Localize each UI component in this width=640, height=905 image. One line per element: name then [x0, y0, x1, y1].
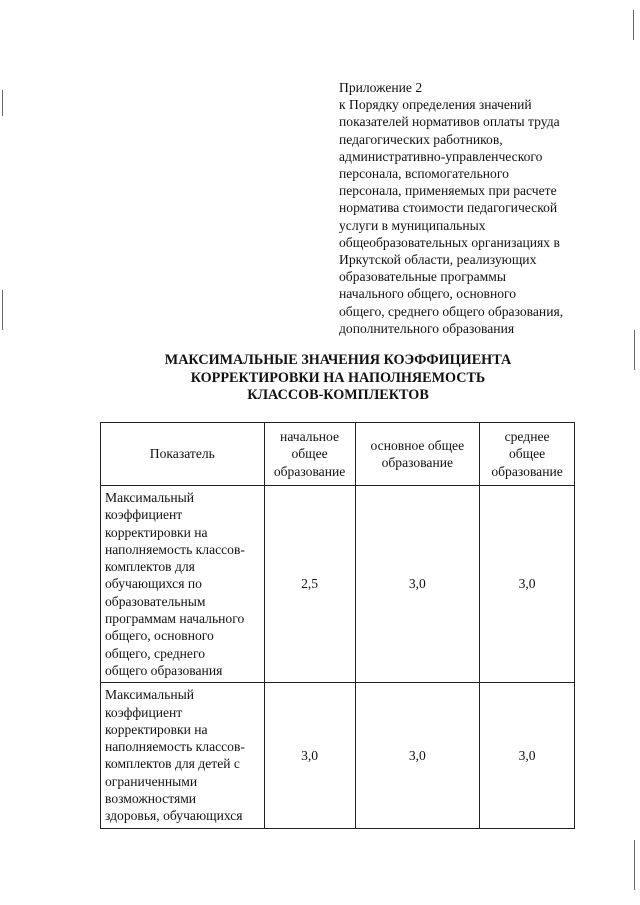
- header-indicator: Показатель: [101, 423, 265, 486]
- appendix-line: Иркутской области, реализующих: [339, 252, 537, 268]
- appendix-note: [339, 79, 629, 337]
- appendix-line: административно-управленческого: [339, 148, 543, 164]
- title-line: КОРРЕКТИРОВКИ НА НАПОЛНЯЕМОСТЬ: [190, 369, 486, 386]
- table-row: [101, 486, 575, 683]
- appendix-line: общего, среднего общего образования,: [339, 303, 564, 319]
- value-primary: 3,0: [264, 683, 355, 828]
- value-secondary: 3,0: [480, 683, 575, 828]
- appendix-line: педагогических работников,: [339, 131, 503, 147]
- title-line: МАКСИМАЛЬНЫЕ ЗНАЧЕНИЯ КОЭФФИЦИЕНТА: [164, 352, 512, 368]
- value-basic: 3,0: [355, 486, 480, 683]
- title-line: КЛАССОВ-КОМПЛЕКТОВ: [247, 387, 429, 403]
- value-basic: 3,0: [355, 683, 480, 828]
- appendix-line: показателей нормативов оплаты труда: [339, 114, 560, 130]
- table-row: [101, 683, 575, 828]
- indicator-cell: Максимальный коэффициент корректировки на наполняемость классов- комплектов для детей с ограниченными возможностями здоровья, обучающихся: [101, 683, 265, 828]
- document-title: [100, 352, 576, 405]
- appendix-line: норматива стоимости педагогической: [339, 200, 558, 216]
- appendix-line: дополнительного образования: [339, 320, 515, 336]
- appendix-line: Приложение 2: [339, 80, 423, 95]
- appendix-line: персонала, вспомогательного: [339, 166, 509, 182]
- appendix-line: начального общего, основного: [339, 286, 517, 302]
- header-secondary-education: среднее общее образование: [480, 423, 575, 486]
- scan-mark: [2, 90, 3, 116]
- scan-mark: [633, 10, 634, 40]
- appendix-line: услуги в муниципальных: [339, 217, 486, 233]
- scan-mark: [634, 840, 635, 890]
- scan-mark: [634, 330, 635, 370]
- coefficients-table: [100, 422, 575, 829]
- header-primary-education: начальное общее образование: [264, 423, 355, 486]
- value-secondary: 3,0: [480, 486, 575, 683]
- appendix-line: персонала, применяемых при расчете: [339, 183, 557, 199]
- indicator-cell: Максимальный коэффициент корректировки на наполняемость классов- комплектов для обучающихся по образовательным программам начального общего, основного общего, среднего общего образования: [101, 486, 265, 683]
- value-primary: 2,5: [264, 486, 355, 683]
- scan-mark: [2, 290, 3, 330]
- appendix-line: образовательные программы: [339, 269, 506, 285]
- appendix-line: к Порядку определения значений: [339, 97, 532, 113]
- header-basic-education: основное общее образование: [355, 423, 480, 486]
- appendix-line: общеобразовательных организациях в: [339, 234, 560, 250]
- table-header-row: [101, 423, 575, 486]
